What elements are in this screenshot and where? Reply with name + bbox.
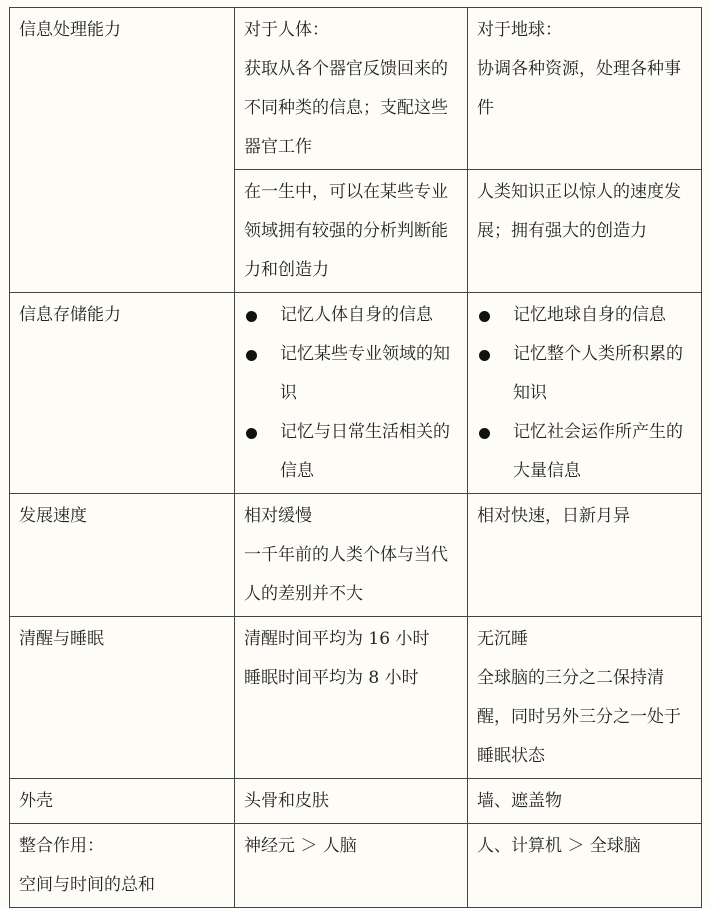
cell-text: 在一生中，可以在某些专业领域拥有较强的分析判断能力和创造力 <box>244 182 448 280</box>
cell-text: 全球脑的三分之二保持清醒，同时另外三分之一处于睡眠状态 <box>477 668 681 766</box>
row-label-cell <box>10 617 235 779</box>
human-cell <box>235 617 468 779</box>
cell-text: 墙、遮盖物 <box>477 791 562 811</box>
comparison-table <box>9 7 702 908</box>
earth-cell <box>468 824 702 908</box>
bullet-icon <box>479 428 490 439</box>
bullet-icon <box>479 350 490 361</box>
list-item-text: 记忆与日常生活相关的信息 <box>280 422 450 481</box>
list-item-text: 记忆地球自身的信息 <box>513 305 666 325</box>
row-label: 清醒与睡眠 <box>19 629 104 649</box>
cell-text: 睡眠时间平均为 8 小时 <box>244 668 419 688</box>
row-label: 发展速度 <box>19 506 87 526</box>
row-label: 信息存储能力 <box>19 305 121 325</box>
bullet-list <box>244 296 459 491</box>
table-row <box>10 617 702 779</box>
earth-cell <box>468 494 702 617</box>
row-sublabel: 空间与时间的总和 <box>19 875 155 895</box>
list-item-text: 记忆社会运作所产生的大量信息 <box>513 422 683 481</box>
earth-cell <box>468 779 702 824</box>
earth-cell <box>468 617 702 779</box>
cell-text: 头骨和皮肤 <box>244 791 329 811</box>
table-row <box>10 8 702 170</box>
list-item-text: 记忆人体自身的信息 <box>280 305 433 325</box>
human-cell <box>235 8 468 170</box>
row-label-cell <box>10 494 235 617</box>
row-label-cell <box>10 293 235 494</box>
list-item-text: 记忆整个人类所积累的知识 <box>513 344 683 403</box>
cell-text: 一千年前的人类个体与当代人的差别并不大 <box>244 545 448 604</box>
list-item <box>244 335 459 413</box>
table-row <box>10 779 702 824</box>
earth-cell <box>468 8 702 170</box>
cell-text: 人类知识正以惊人的速度发展；拥有强大的创造力 <box>477 182 681 241</box>
list-item <box>477 413 693 491</box>
table-row <box>10 494 702 617</box>
list-item <box>477 296 693 335</box>
human-cell <box>235 170 468 293</box>
row-label-cell <box>10 779 235 824</box>
table-row <box>10 824 702 908</box>
human-cell <box>235 779 468 824</box>
list-item <box>477 335 693 413</box>
row-label: 信息处理能力 <box>19 20 121 40</box>
row-label-cell <box>10 8 235 293</box>
bullet-icon <box>246 311 257 322</box>
cell-text: 神经元 ＞ 人脑 <box>244 836 357 856</box>
row-label: 外壳 <box>19 791 53 811</box>
list-item <box>244 296 459 335</box>
bullet-list <box>477 296 693 491</box>
list-item-text: 记忆某些专业领域的知识 <box>280 344 450 403</box>
row-label-cell <box>10 824 235 908</box>
cell-heading: 对于地球： <box>477 20 562 40</box>
earth-cell <box>468 170 702 293</box>
cell-heading: 对于人体： <box>244 20 329 40</box>
list-item <box>244 413 459 491</box>
bullet-icon <box>246 428 257 439</box>
cell-text: 人、计算机 ＞ 全球脑 <box>477 836 641 856</box>
human-cell <box>235 824 468 908</box>
human-cell <box>235 293 468 494</box>
human-cell <box>235 494 468 617</box>
cell-text: 无沉睡 <box>477 629 528 649</box>
cell-text: 清醒时间平均为 16 小时 <box>244 629 430 649</box>
bullet-icon <box>479 311 490 322</box>
cell-text: 相对快速，日新月异 <box>477 506 630 526</box>
table-row <box>10 293 702 494</box>
cell-text: 获取从各个器官反馈回来的不同种类的信息；支配这些器官工作 <box>244 59 448 157</box>
cell-text: 协调各种资源，处理各种事件 <box>477 59 681 118</box>
earth-cell <box>468 293 702 494</box>
row-label: 整合作用： <box>19 836 104 856</box>
cell-text: 相对缓慢 <box>244 506 312 526</box>
bullet-icon <box>246 350 257 361</box>
